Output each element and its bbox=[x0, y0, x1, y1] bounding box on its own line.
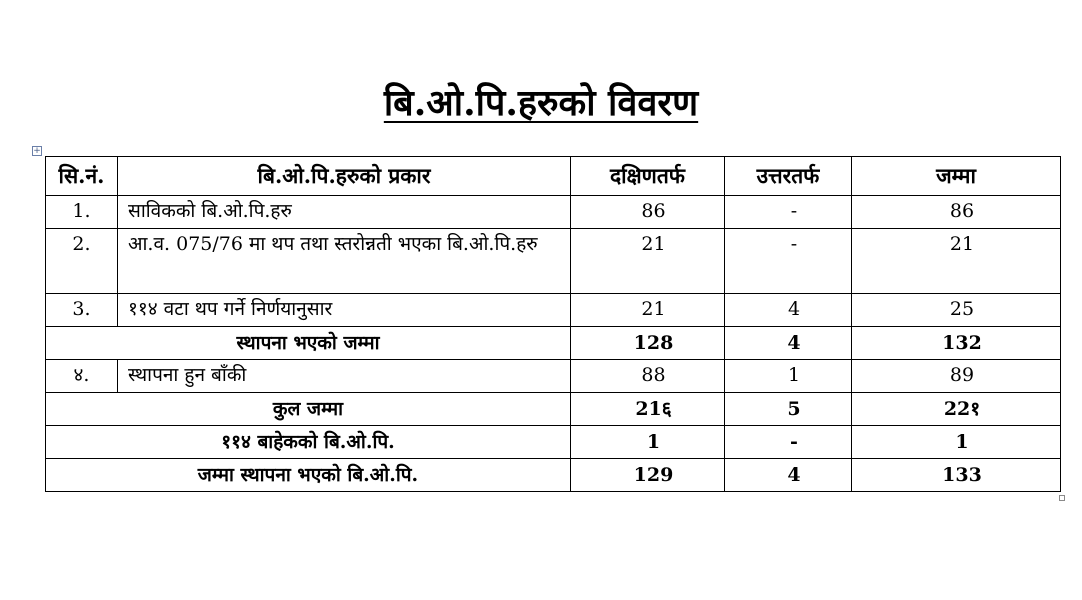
row-type: साविकको बि.ओ.पि.हरु bbox=[118, 196, 571, 229]
row-serial: 2. bbox=[46, 229, 118, 294]
subtotal-label: स्थापना भएको जम्मा bbox=[46, 327, 571, 360]
established-total-south: 129 bbox=[571, 459, 725, 492]
pending-north: 1 bbox=[725, 360, 852, 393]
document-title bbox=[0, 80, 1082, 126]
table-move-handle-icon[interactable]: + bbox=[33, 146, 41, 156]
table-header-row bbox=[46, 157, 1061, 196]
header-north: उत्तरतर्फ bbox=[725, 157, 852, 196]
established-total-total: 133 bbox=[852, 459, 1061, 492]
header-type: बि.ओ.पि.हरुको प्रकार bbox=[118, 157, 571, 196]
row-south: 21 bbox=[571, 294, 725, 327]
row-serial: 1. bbox=[46, 196, 118, 229]
grand-total-total: 22१ bbox=[852, 393, 1061, 426]
row-total: 25 bbox=[852, 294, 1061, 327]
row-type: आ.व. 075/76 मा थप तथा स्तरोन्नती भएका बि.ओ.पि.हरु bbox=[118, 229, 571, 294]
pending-type: स्थापना हुन बाँकी bbox=[118, 360, 571, 393]
established-total-row bbox=[46, 459, 1061, 492]
row-north: 4 bbox=[725, 294, 852, 327]
header-south: दक्षिणतर्फ bbox=[571, 157, 725, 196]
row-south: 21 bbox=[571, 229, 725, 294]
subtotal-total: 132 bbox=[852, 327, 1061, 360]
row-type: ११४ वटा थप गर्ने निर्णयानुसार bbox=[118, 294, 571, 327]
table-resize-handle[interactable] bbox=[1059, 495, 1065, 501]
subtotal-north: 4 bbox=[725, 327, 852, 360]
table-row bbox=[46, 229, 1061, 294]
subtotal-south: 128 bbox=[571, 327, 725, 360]
header-total: जम्मा bbox=[852, 157, 1061, 196]
table-row bbox=[46, 196, 1061, 229]
excluding-row bbox=[46, 426, 1061, 459]
document-title-text: बि.ओ.पि.हरुको विवरण bbox=[383, 82, 699, 124]
pending-row bbox=[46, 360, 1061, 393]
bop-table bbox=[45, 156, 1061, 492]
table-row bbox=[46, 294, 1061, 327]
row-north: - bbox=[725, 196, 852, 229]
excluding-north: - bbox=[725, 426, 852, 459]
established-total-label: जम्मा स्थापना भएको बि.ओ.पि. bbox=[46, 459, 571, 492]
row-south: 86 bbox=[571, 196, 725, 229]
grand-total-south: 21६ bbox=[571, 393, 725, 426]
row-north: - bbox=[725, 229, 852, 294]
row-total: 21 bbox=[852, 229, 1061, 294]
excluding-label: ११४ बाहेकको बि.ओ.पि. bbox=[46, 426, 571, 459]
pending-total: 89 bbox=[852, 360, 1061, 393]
excluding-south: 1 bbox=[571, 426, 725, 459]
grand-total-row bbox=[46, 393, 1061, 426]
header-serial: सि.नं. bbox=[46, 157, 118, 196]
excluding-total: 1 bbox=[852, 426, 1061, 459]
established-total-north: 4 bbox=[725, 459, 852, 492]
subtotal-row bbox=[46, 327, 1061, 360]
pending-serial: ४. bbox=[46, 360, 118, 393]
grand-total-north: 5 bbox=[725, 393, 852, 426]
grand-total-label: कुल जम्मा bbox=[46, 393, 571, 426]
row-total: 86 bbox=[852, 196, 1061, 229]
row-serial: 3. bbox=[46, 294, 118, 327]
pending-south: 88 bbox=[571, 360, 725, 393]
